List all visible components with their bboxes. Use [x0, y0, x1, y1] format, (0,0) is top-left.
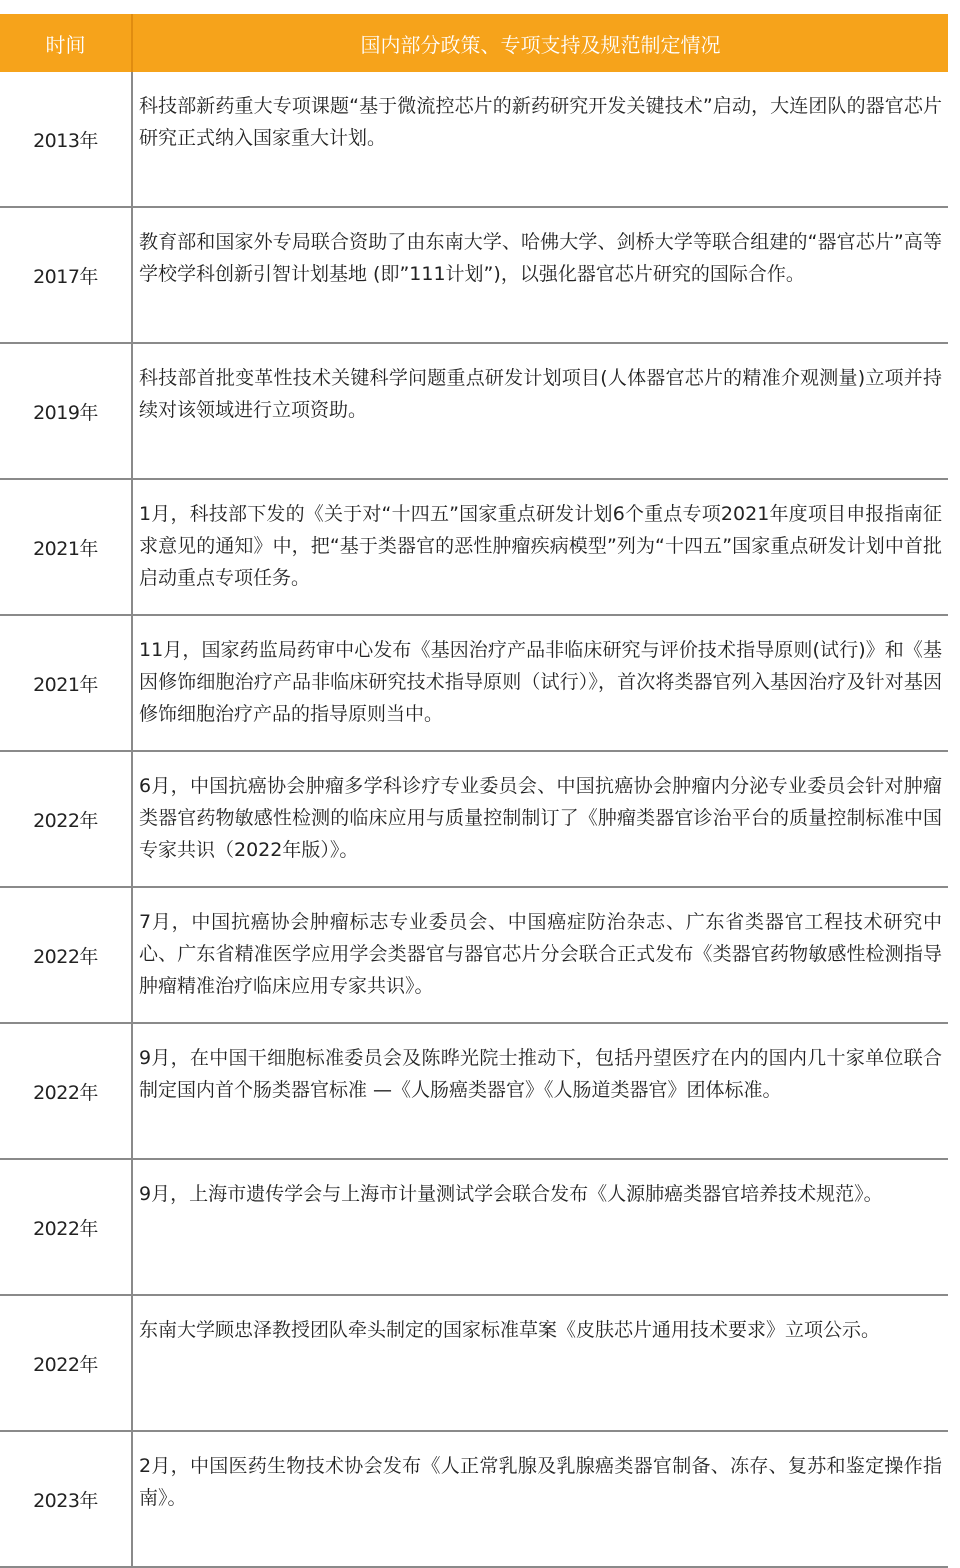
row-description: 2月，中国医药生物技术协会发布《人正常乳腺及乳腺癌类器官制备、冻存、复苏和鉴定操作指南》。 [132, 1431, 948, 1567]
row-year: 2022年 [0, 1023, 132, 1159]
table-row [0, 72, 948, 207]
table-row [0, 751, 948, 887]
row-year: 2023年 [0, 1431, 132, 1567]
row-year: 2022年 [0, 1295, 132, 1431]
row-description: 6月，中国抗癌协会肿瘤多学科诊疗专业委员会、中国抗癌协会肿瘤内分泌专业委员会针对肿瘤类器官药物敏感性检测的临床应用与质量控制制订了《肿瘤类器官诊治平台的质量控制标准中国专家共识（2022年版）》。 [132, 751, 948, 887]
table-row [0, 1431, 948, 1567]
table-row [0, 1159, 948, 1295]
policy-table [0, 14, 948, 1568]
row-description: 科技部首批变革性技术关键科学问题重点研发计划项目(人体器官芯片的精准介观测量)立项并持续对该领域进行立项资助。 [132, 343, 948, 479]
table-header-row [0, 14, 948, 72]
row-description: 科技部新药重大专项课题“基于微流控芯片的新药研究开发关键技术”启动，大连团队的器官芯片研究正式纳入国家重大计划。 [132, 72, 948, 207]
table-row [0, 207, 948, 343]
row-year: 2022年 [0, 1159, 132, 1295]
row-description: 9月，在中国干细胞标准委员会及陈晔光院士推动下，包括丹望医疗在内的国内几十家单位联合制定国内首个肠类器官标准 —《人肠癌类器官》《人肠道类器官》团体标准。 [132, 1023, 948, 1159]
table-row [0, 887, 948, 1023]
table-body [0, 72, 948, 1567]
table-row [0, 343, 948, 479]
row-description: 11月，国家药监局药审中心发布《基因治疗产品非临床研究与评价技术指导原则(试行)》和《基因修饰细胞治疗产品非临床研究技术指导原则（试行）》，首次将类器官列入基因治疗及针对基因修饰细胞治疗产品的指导原则当中。 [132, 615, 948, 751]
row-year: 2021年 [0, 479, 132, 615]
header-content: 国内部分政策、专项支持及规范制定情况 [132, 14, 948, 72]
table-row [0, 615, 948, 751]
row-year: 2013年 [0, 72, 132, 207]
row-description: 1月，科技部下发的《关于对“十四五”国家重点研发计划6个重点专项2021年度项目申报指南征求意见的通知》中，把“基于类器官的恶性肿瘤疾病模型”列为“十四五”国家重点研发计划中首批启动重点专项任务。 [132, 479, 948, 615]
row-year: 2021年 [0, 615, 132, 751]
row-year: 2022年 [0, 887, 132, 1023]
table-row [0, 479, 948, 615]
row-description: 东南大学顾忠泽教授团队牵头制定的国家标准草案《皮肤芯片通用技术要求》立项公示。 [132, 1295, 948, 1431]
row-year: 2019年 [0, 343, 132, 479]
row-description: 9月，上海市遗传学会与上海市计量测试学会联合发布《人源肺癌类器官培养技术规范》。 [132, 1159, 948, 1295]
header-time: 时间 [0, 14, 132, 72]
row-description: 教育部和国家外专局联合资助了由东南大学、哈佛大学、剑桥大学等联合组建的“器官芯片”高等学校学科创新引智计划基地 (即”111计划”)，以强化器官芯片研究的国际合作。 [132, 207, 948, 343]
table-row [0, 1295, 948, 1431]
row-year: 2017年 [0, 207, 132, 343]
row-description: 7月，中国抗癌协会肿瘤标志专业委员会、中国癌症防治杂志、广东省类器官工程技术研究中心、广东省精准医学应用学会类器官与器官芯片分会联合正式发布《类器官药物敏感性检测指导肿瘤精准治疗临床应用专家共识》。 [132, 887, 948, 1023]
row-year: 2022年 [0, 751, 132, 887]
table-row [0, 1023, 948, 1159]
